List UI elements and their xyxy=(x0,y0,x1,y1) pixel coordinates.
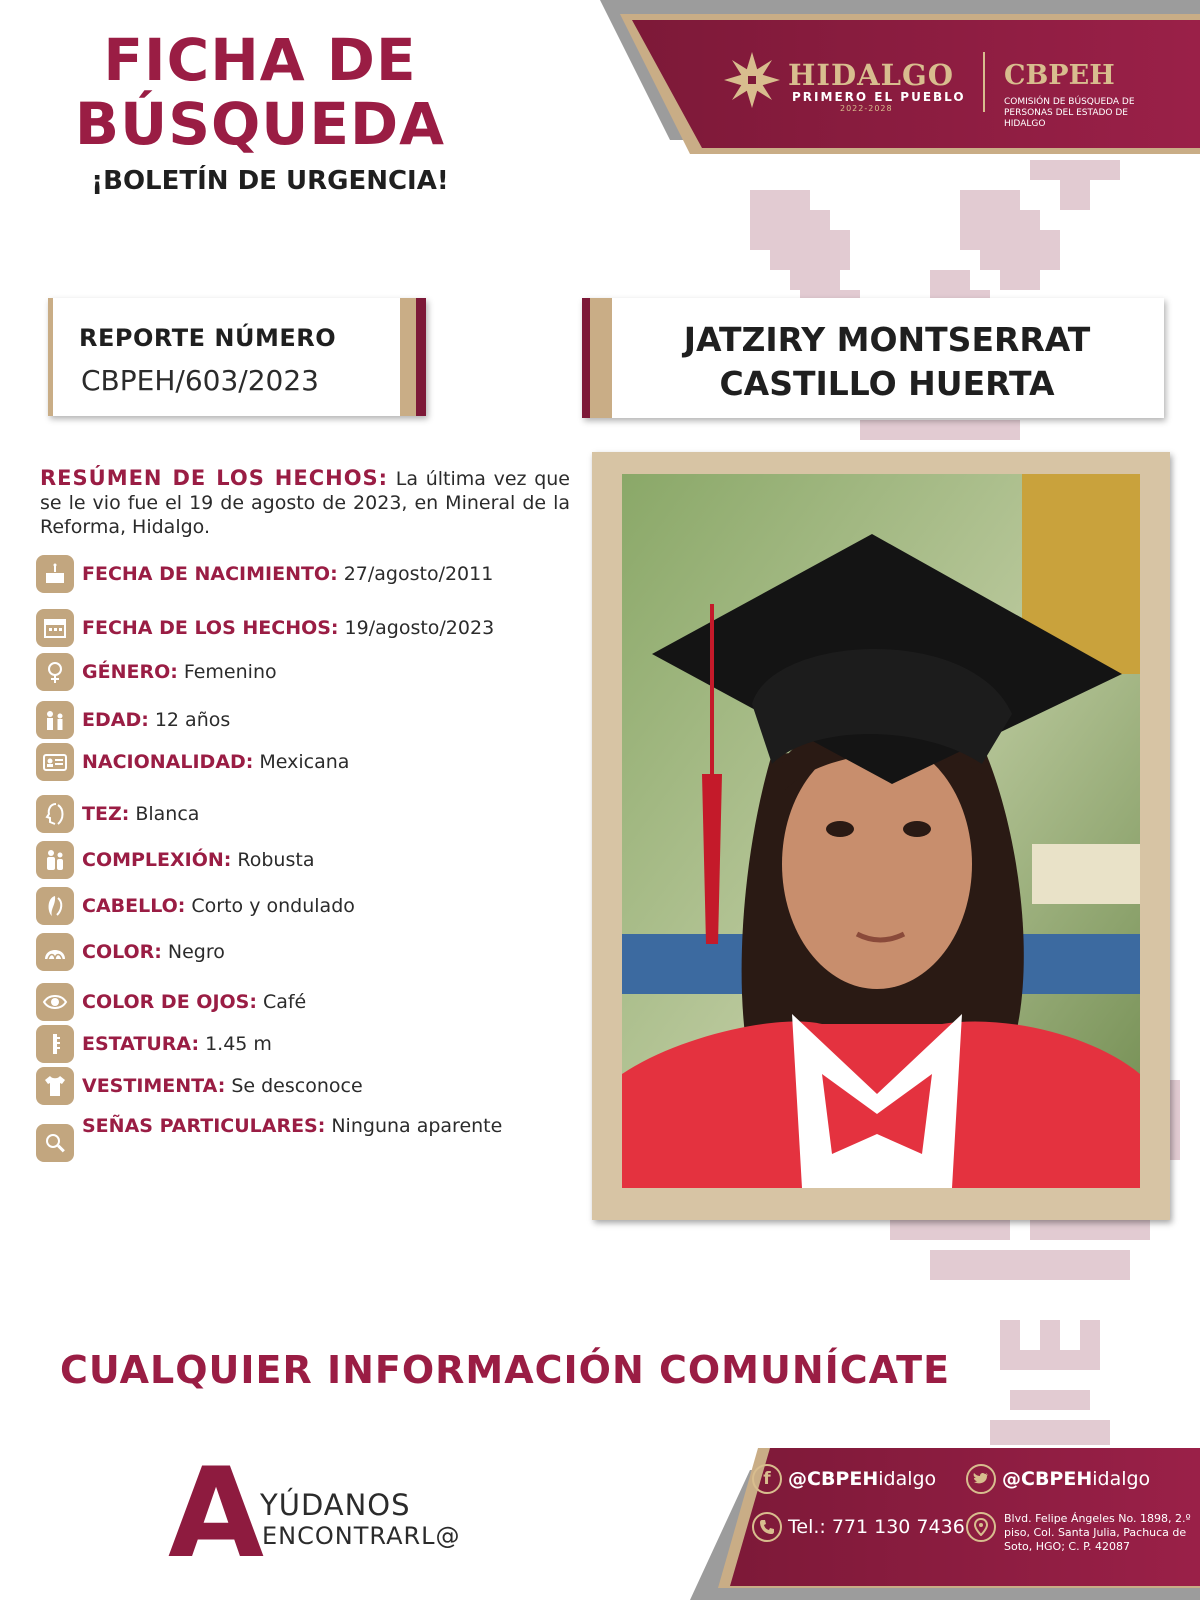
field-hair xyxy=(36,886,355,926)
twitter-contact[interactable] xyxy=(966,1464,1150,1494)
field-value: Ninguna aparente xyxy=(331,1115,503,1137)
field-age xyxy=(36,700,230,740)
eye-icon xyxy=(36,983,74,1021)
hair-icon xyxy=(36,887,74,925)
field-label: FECHA DE LOS HECHOS: xyxy=(82,617,339,639)
field-gender xyxy=(36,652,277,692)
age-icon xyxy=(36,701,74,739)
person-name xyxy=(622,318,1152,406)
field-value: Blanca xyxy=(135,803,200,825)
shirt-icon xyxy=(36,1067,74,1105)
summary-text: La última vez que se le vio fue el 19 de agosto de 2023, en Mineral de la Reforma, Hidalgo. xyxy=(40,468,570,538)
person-name-line-1: JATZIRY MONTSERRAT xyxy=(683,320,1091,359)
ayudanos-logo-word: YÚDANOS xyxy=(260,1488,411,1522)
twitter-handle-bold: @CBPEH xyxy=(1002,1468,1093,1490)
hidalgo-name: HIDALGO xyxy=(788,58,955,92)
field-birth-date xyxy=(36,554,493,594)
field-label: COLOR: xyxy=(82,941,162,963)
hair-color-icon xyxy=(36,933,74,971)
twitter-icon xyxy=(966,1464,996,1494)
field-label: GÉNERO: xyxy=(82,661,178,683)
cake-icon xyxy=(36,555,74,593)
face-profile-icon xyxy=(36,795,74,833)
location-pin-icon xyxy=(966,1512,996,1542)
facebook-handle-bold: @CBPEH xyxy=(788,1468,879,1490)
address: Blvd. Felipe Ángeles No. 1898, 2.º piso, Col. Santa Julia, Pachuca de Soto, HGO; C. P. 42087 xyxy=(1004,1512,1191,1553)
summary-label: RESÚMEN DE LOS HECHOS: xyxy=(40,466,389,490)
field-value: 12 años xyxy=(154,709,231,731)
hidalgo-years: 2022-2028 xyxy=(840,104,893,113)
field-value: Robusta xyxy=(237,849,315,871)
facts-summary xyxy=(40,466,570,539)
magnifier-icon xyxy=(36,1124,74,1162)
body-icon xyxy=(36,841,74,879)
field-label: COMPLEXIÓN: xyxy=(82,849,232,871)
field-label: FECHA DE NACIMIENTO: xyxy=(82,563,338,585)
banner-divider xyxy=(983,52,985,112)
ayudanos-logo-letter: A xyxy=(168,1442,264,1586)
twitter-handle-rest: idalgo xyxy=(1092,1468,1151,1490)
report-number-box xyxy=(48,298,426,416)
page-title xyxy=(60,28,460,156)
field-value: 1.45 m xyxy=(205,1033,272,1055)
field-clothing xyxy=(36,1066,363,1106)
embroidery-pattern-bottom xyxy=(990,1310,1110,1450)
field-label: SEÑAS PARTICULARES: xyxy=(82,1115,326,1137)
title-line-1: FICHA DE xyxy=(103,26,417,94)
field-label: EDAD: xyxy=(82,709,149,731)
field-value: Femenino xyxy=(183,661,277,683)
hidalgo-star-logo-icon xyxy=(722,50,782,110)
facebook-contact[interactable] xyxy=(752,1464,936,1494)
phone-number: Tel.: 771 130 7436 xyxy=(788,1516,965,1538)
urgent-bulletin-subtitle: ¡BOLETÍN DE URGENCIA! xyxy=(91,166,449,196)
field-distinguishing-marks xyxy=(36,1106,502,1146)
field-label: NACIONALIDAD: xyxy=(82,751,254,773)
cbpeh-description: COMISIÓN DE BÚSQUEDA DE PERSONAS DEL ESTADO DE HIDALGO xyxy=(1004,97,1135,129)
id-card-icon xyxy=(36,743,74,781)
field-eye-color xyxy=(36,982,306,1022)
field-build xyxy=(36,840,314,880)
field-label: VESTIMENTA: xyxy=(82,1075,226,1097)
cbpeh-name: CBPEH xyxy=(1004,60,1115,91)
phone-icon xyxy=(752,1512,782,1542)
person-name-line-2: CASTILLO HUERTA xyxy=(719,364,1055,403)
field-label: ESTATURA: xyxy=(82,1033,200,1055)
field-height xyxy=(36,1024,272,1064)
phone-contact[interactable] xyxy=(752,1512,965,1542)
field-value: Se desconoce xyxy=(231,1075,363,1097)
field-label: TEZ: xyxy=(82,803,130,825)
field-value: Café xyxy=(262,991,307,1013)
height-icon xyxy=(36,1025,74,1063)
field-value: Negro xyxy=(167,941,225,963)
field-value: Corto y ondulado xyxy=(191,895,355,917)
field-event-date xyxy=(36,608,494,648)
report-number: CBPEH/603/2023 xyxy=(81,364,319,397)
field-skin xyxy=(36,794,199,834)
field-label: CABELLO: xyxy=(82,895,186,917)
field-hair-color xyxy=(36,932,225,972)
missing-person-photo xyxy=(622,474,1140,1188)
field-nationality xyxy=(36,742,349,782)
person-name-box xyxy=(582,298,1164,418)
title-line-2: BÚSQUEDA xyxy=(74,90,446,158)
hidalgo-tagline: PRIMERO EL PUEBLO xyxy=(792,90,966,104)
facebook-handle-rest: idalgo xyxy=(878,1468,937,1490)
field-value: 19/agosto/2023 xyxy=(344,617,495,639)
field-value: Mexicana xyxy=(259,751,350,773)
gender-icon xyxy=(36,653,74,691)
call-to-action: CUALQUIER INFORMACIÓN COMUNÍCATE xyxy=(60,1348,951,1392)
report-label: REPORTE NÚMERO xyxy=(79,324,337,352)
field-value: 27/agosto/2011 xyxy=(343,563,494,585)
encontrarl-logo-word: ENCONTRARL@ xyxy=(262,1522,461,1550)
location-contact xyxy=(966,1512,1002,1542)
field-label: COLOR DE OJOS: xyxy=(82,991,257,1013)
calendar-icon xyxy=(36,609,74,647)
facebook-icon: f xyxy=(752,1464,782,1494)
